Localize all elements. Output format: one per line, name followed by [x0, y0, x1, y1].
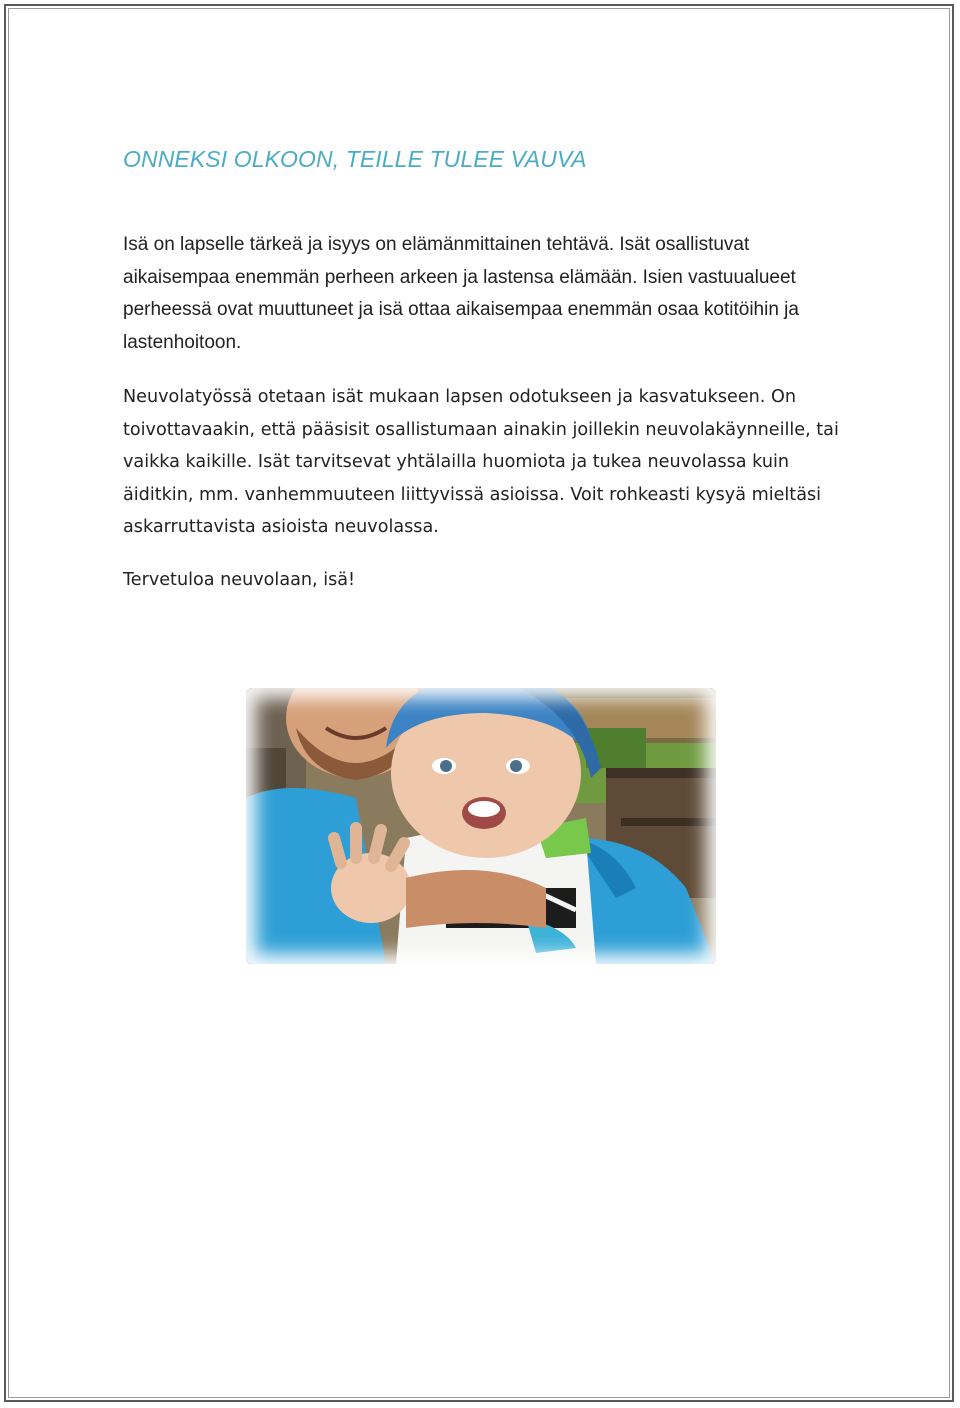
father-and-baby-photo — [246, 688, 716, 964]
paragraph-intro: Isä on lapselle tärkeä ja isyys on elämänmittainen tehtävä. Isät osallistuvat aikaisempaa enemmän perheen arkeen ja lastensa elämään. Isien vastuualueet perheessä ovat muuttuneet ja isä ottaa aikaisempaa enemmän osaa kotitöihin ja lastenhoitoon. — [123, 234, 799, 353]
page-title: ONNEKSI OLKOON, TEILLE TULEE VAUVA — [123, 146, 587, 172]
photo-illustration — [246, 688, 716, 964]
paragraph-welcome: Tervetuloa neuvolaan, isä! — [123, 570, 356, 590]
paragraph-neuvola: Neuvolatyössä otetaan isät mukaan lapsen odotukseen ja kasvatukseen. On toivottavaakin, että pääsisit osallistumaan ainakin joillekin neuvolakäynneille, tai vaikka kaikille. Isät tarvitsevat yhtälailla huomiota ja tukea neuvolassa kuin äiditkin, mm. vanhemmuuteen liittyvissä asioissa. Voit rohkeasti kysyä mieltäsi askarruttavista asioista neuvolassa. — [123, 387, 839, 537]
